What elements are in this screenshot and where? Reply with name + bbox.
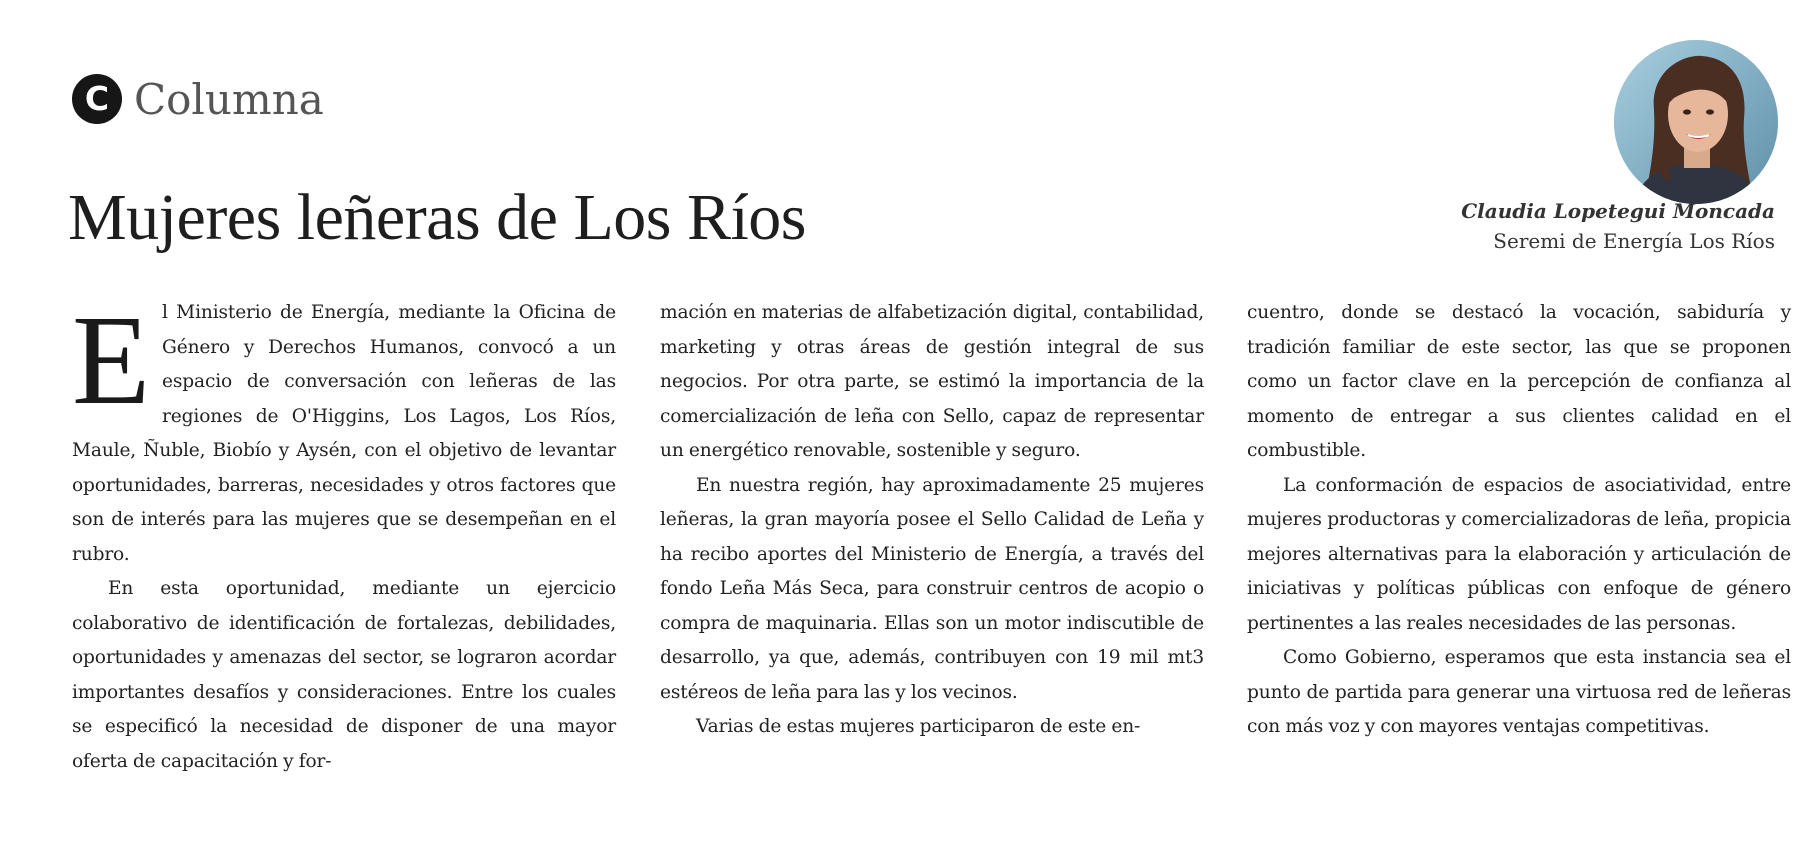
author-role: Seremi de Energía Los Ríos [1493,229,1775,253]
author-block [1461,196,1775,256]
drop-cap: E [72,289,151,431]
article-paragraph: En esta oportunidad, mediante un ejercicio colaborativo de identificación de fortalezas, debilidades, oportunidades y amenazas del sector, se lograron acordar importantes desafíos y consideraciones. Entre los cuales se especificó la necesidad de disponer de una mayor oferta de capacitación y for- [72,578,616,772]
author-name: Claudia Lopetegui Moncada [1461,199,1775,223]
article-column-2 [660,296,1204,745]
article-paragraph: Como Gobierno, esperamos que esta instancia sea el punto de partida para generar una virtuosa red de leñeras con más voz y con mayores ventajas competitivas. [1247,647,1791,737]
article-column-1 [72,289,616,779]
article-paragraph: En nuestra región, hay aproximadamente 25 mujeres leñeras, la gran mayoría posee el Sello Calidad de Leña y ha recibo aportes del Ministerio de Energía, a través del fondo Leña Más Seca, para construir centros de acopio o compra de maquinaria. Ellas son un motor indiscutible de desarrollo, ya que, además, contribuyen con 19 mil mt3 estéreos de leña para las y los vecinos. [660,474,1204,703]
article-paragraph: La conformación de espacios de asociatividad, entre mujeres productoras y comercializadoras de leña, propicia mejores alternativas para la elaboración y articulación de iniciativas y políticas públicas con enfoque de género pertinentes a las reales necesidades de las personas. [1247,474,1791,634]
section-badge: C [72,74,122,124]
article-paragraph: Varias de estas mujeres participaron de este en- [696,716,1141,737]
article-paragraph [72,289,616,572]
article-column-3 [1247,296,1791,745]
article-paragraph: cuentro, donde se destacó la vocación, sabiduría y tradición familiar de este sector, las que se proponen como un factor clave en la percepción de confianza al momento de entregar a sus clientes calidad en el combustible. [1247,302,1791,461]
author-photo-icon [1614,40,1778,204]
section-label: Columna [134,75,324,124]
article-paragraph: mación en materias de alfabetización digital, contabilidad, marketing y otras áreas de gestión integral de sus negocios. Por otra parte, se estimó la importancia de la comercialización de leña con Sello, capaz de representar un energético renovable, sostenible y seguro. [660,302,1204,461]
paragraph-text: l Ministerio de Energía, mediante la Oficina de Género y Derechos Humanos, convocó a un espacio de conversación con leñeras de las regiones de O'Higgins, Los Lagos, Los Ríos, Maule, Ñuble, Biobío y Aysén, con el objetivo de levantar oportunidades, barreras, necesidades y otros factores que son de interés para las mujeres que se desempeñan en el rubro. [72,302,616,565]
author-portrait [1614,40,1778,204]
headline: Mujeres leñeras de Los Ríos [68,181,806,254]
